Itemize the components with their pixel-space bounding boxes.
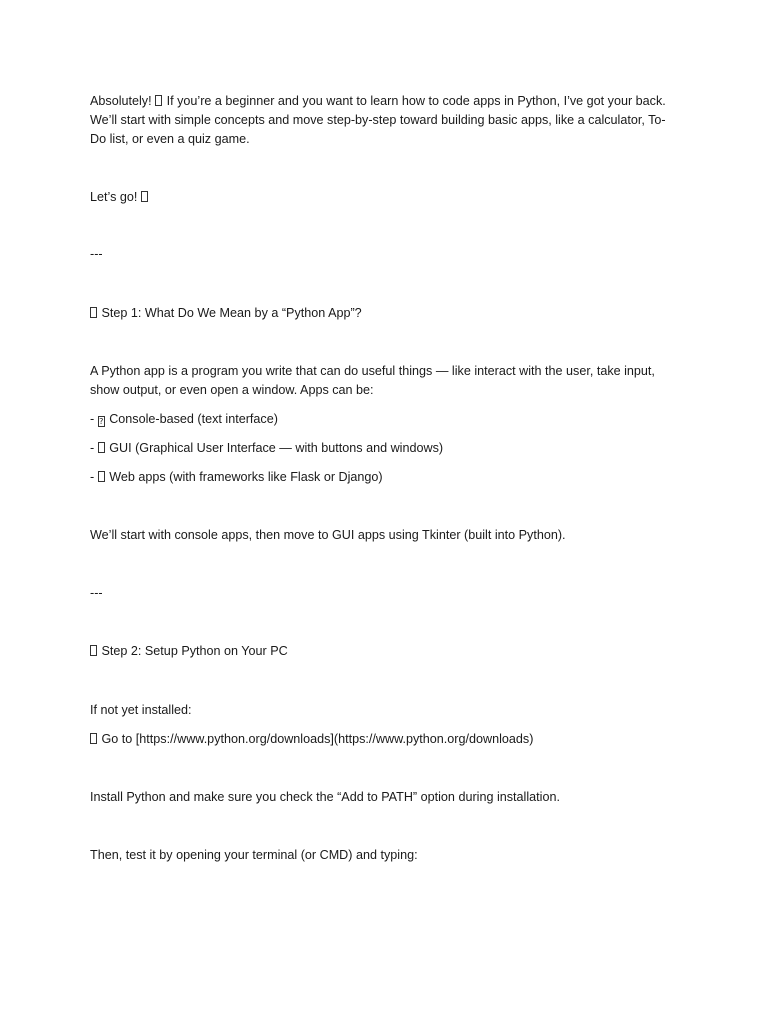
missing-emoji-icon <box>90 307 97 318</box>
step1-paragraph-line-1: A Python app is a program you write that can do useful things — like interact with the user, take input, <box>90 364 655 378</box>
list-item-console <box>90 410 690 429</box>
intro-text-rest: If you’re a beginner and you want to learn how to code apps in Python, I’ve got your back. <box>163 94 666 108</box>
intro-line-1 <box>90 92 690 111</box>
missing-emoji-icon <box>141 191 148 202</box>
step1-paragraph-line-2: show output, or even open a window. Apps can be: <box>90 383 374 397</box>
list-item-console-text: Console-based (text interface) <box>105 412 278 426</box>
start-note: We’ll start with console apps, then move to GUI apps using Tkinter (built into Python). <box>90 528 566 542</box>
missing-emoji-icon <box>90 733 97 744</box>
missing-emoji-icon <box>98 471 105 482</box>
list-dash: - <box>90 412 98 426</box>
go-to-text: Go to [https://www.python.org/downloads](https://www.python.org/downloads) <box>98 732 534 746</box>
if-not-installed: If not yet installed: <box>90 703 192 717</box>
missing-emoji-icon <box>155 95 162 106</box>
separator-1: --- <box>90 247 103 261</box>
missing-emoji-icon: ? <box>99 417 104 426</box>
list-item-web-text: Web apps (with frameworks like Flask or Django) <box>105 470 383 484</box>
lets-go-line <box>90 188 690 207</box>
intro-text-start: Absolutely! <box>90 94 156 108</box>
step1-heading-text: Step 1: What Do We Mean by a “Python App”? <box>98 306 362 320</box>
list-dash: - <box>90 441 98 455</box>
step1-heading <box>90 304 690 323</box>
step2-heading <box>90 642 690 661</box>
list-item-gui <box>90 439 690 458</box>
intro-line-2: We’ll start with simple concepts and move step-by-step toward building basic apps, like a calculator, To- <box>90 113 666 127</box>
go-to-line <box>90 730 690 749</box>
missing-emoji-icon <box>98 442 105 453</box>
install-note: Install Python and make sure you check the “Add to PATH” option during installation. <box>90 790 560 804</box>
list-item-gui-text: GUI (Graphical User Interface — with buttons and windows) <box>105 441 444 455</box>
test-note: Then, test it by opening your terminal (or CMD) and typing: <box>90 848 418 862</box>
list-item-web <box>90 468 690 487</box>
list-dash: - <box>90 470 98 484</box>
separator-2: --- <box>90 586 103 600</box>
lets-go-text: Let’s go! <box>90 190 141 204</box>
missing-emoji-icon <box>90 645 97 656</box>
step2-heading-text: Step 2: Setup Python on Your PC <box>98 644 288 658</box>
intro-line-3: Do list, or even a quiz game. <box>90 132 250 146</box>
